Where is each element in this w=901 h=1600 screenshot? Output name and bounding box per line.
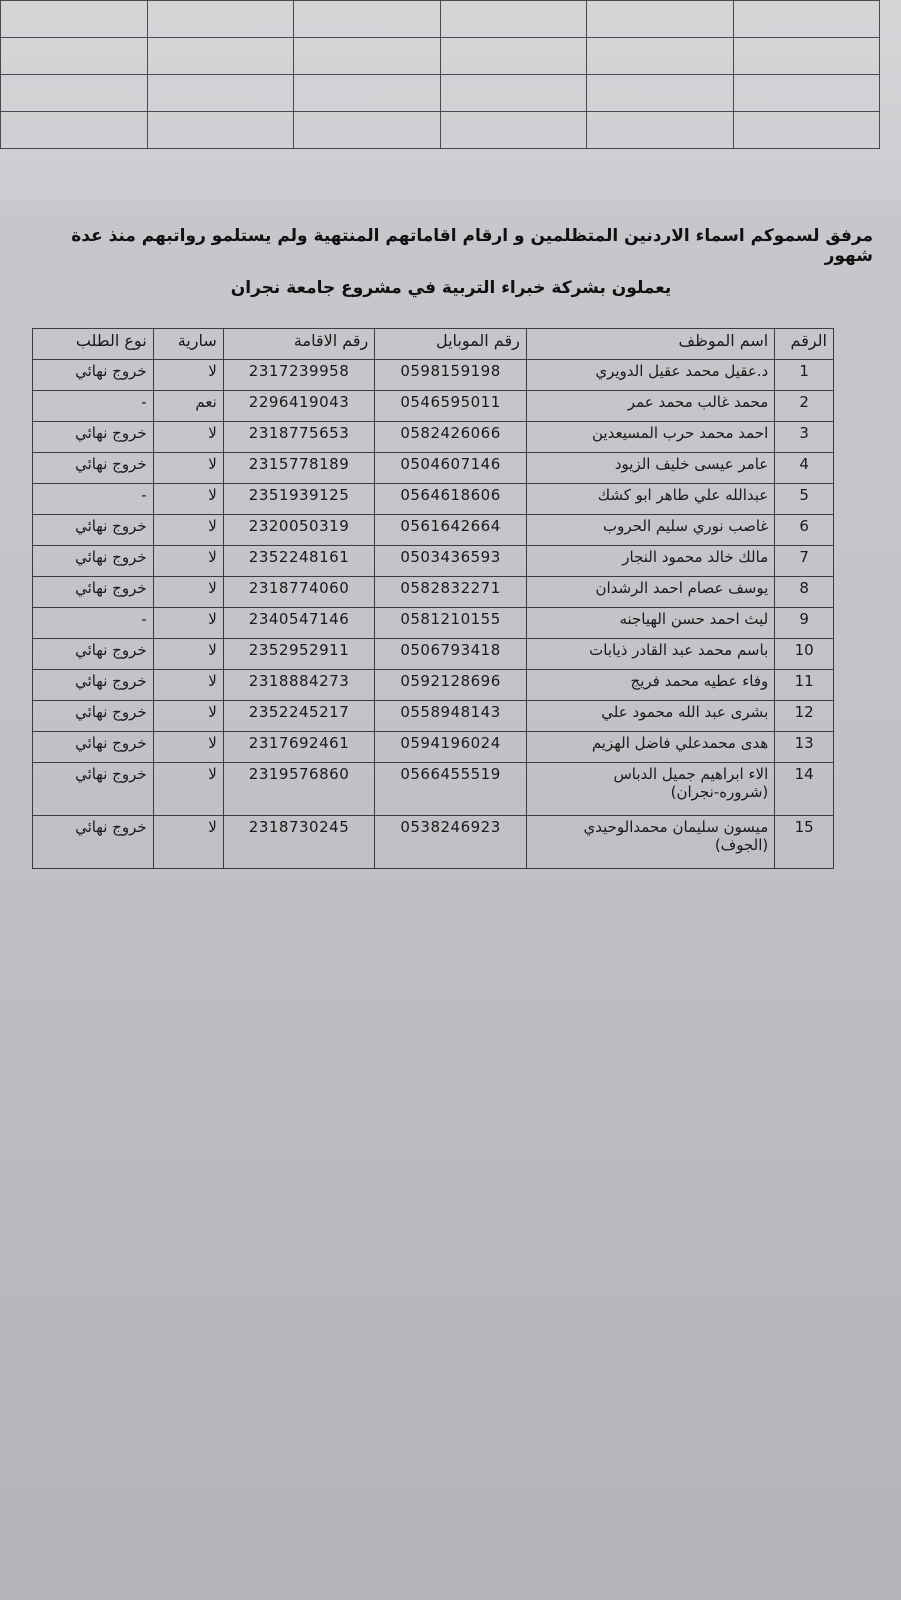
cell-num: 4 bbox=[775, 453, 834, 484]
cell-name bbox=[526, 453, 774, 484]
cell-mobile: 0592128696 bbox=[375, 670, 527, 701]
employee-name: غاصب نوري سليم الحروب bbox=[603, 517, 769, 535]
table-row bbox=[33, 732, 834, 763]
cell-request-type: خروج نهائي bbox=[33, 360, 154, 391]
table-row bbox=[33, 422, 834, 453]
cell-num: 2 bbox=[775, 391, 834, 422]
cell-iqama: 2317692461 bbox=[223, 732, 375, 763]
table-row bbox=[33, 546, 834, 577]
cell-name bbox=[526, 608, 774, 639]
cell-num: 9 bbox=[775, 608, 834, 639]
header-valid: سارية bbox=[153, 329, 223, 360]
cell-name bbox=[526, 763, 774, 816]
cell-mobile: 0566455519 bbox=[375, 763, 527, 816]
table-row bbox=[33, 577, 834, 608]
table-row bbox=[33, 360, 834, 391]
cell-iqama: 2320050319 bbox=[223, 515, 375, 546]
cell-name bbox=[526, 546, 774, 577]
cell-iqama: 2318884273 bbox=[223, 670, 375, 701]
header-name: اسم الموظف bbox=[526, 329, 774, 360]
cell-num: 15 bbox=[775, 816, 834, 869]
employee-name: عبدالله علي طاهر ابو كشك bbox=[597, 486, 769, 504]
cell-mobile: 0582832271 bbox=[375, 577, 527, 608]
cell-name bbox=[526, 816, 774, 869]
employee-name: الاء ابراهيم جميل الدباس bbox=[613, 765, 769, 783]
cell-mobile: 0561642664 bbox=[375, 515, 527, 546]
cell-num: 11 bbox=[775, 670, 834, 701]
table-row bbox=[33, 453, 834, 484]
cell-mobile: 0546595011 bbox=[375, 391, 527, 422]
cell-valid: لا bbox=[153, 515, 223, 546]
cell-num: 10 bbox=[775, 639, 834, 670]
cell-iqama: 2340547146 bbox=[223, 608, 375, 639]
table-row bbox=[33, 515, 834, 546]
cell-valid: لا bbox=[153, 732, 223, 763]
employee-name: هدى محمدعلي فاضل الهزيم bbox=[591, 734, 769, 752]
employee-name: احمد محمد حرب المسيعدين bbox=[592, 424, 769, 442]
employee-location: (الجوف) bbox=[714, 836, 769, 854]
cell-request-type: خروج نهائي bbox=[33, 670, 154, 701]
cell-valid: لا bbox=[153, 546, 223, 577]
cell-valid: لا bbox=[153, 360, 223, 391]
table-row bbox=[33, 816, 834, 869]
cell-num: 7 bbox=[775, 546, 834, 577]
document-heading-line1: مرفق لسموكم اسماء الاردنين المتظلمين و ارقام اقاماتهم المنتهية ولم يستلمو رواتبهم منذ عدة شهور bbox=[71, 226, 873, 266]
cell-mobile: 0504607146 bbox=[375, 453, 527, 484]
cell-iqama: 2318775653 bbox=[223, 422, 375, 453]
cell-request-type: خروج نهائي bbox=[33, 701, 154, 732]
cell-mobile: 0594196024 bbox=[375, 732, 527, 763]
cell-num: 5 bbox=[775, 484, 834, 515]
cell-num: 8 bbox=[775, 577, 834, 608]
employee-name: باسم محمد عبد القادر ذيابات bbox=[589, 641, 769, 659]
cell-mobile: 0506793418 bbox=[375, 639, 527, 670]
table-row bbox=[33, 701, 834, 732]
cell-num: 1 bbox=[775, 360, 834, 391]
cell-name bbox=[526, 391, 774, 422]
cell-iqama: 2319576860 bbox=[223, 763, 375, 816]
cell-valid: لا bbox=[153, 763, 223, 816]
header-request-type: نوع الطلب bbox=[33, 329, 154, 360]
table-row bbox=[33, 391, 834, 422]
cell-valid: لا bbox=[153, 484, 223, 515]
cell-valid: لا bbox=[153, 701, 223, 732]
employee-name: بشرى عبد الله محمود علي bbox=[601, 703, 769, 721]
cell-request-type: - bbox=[33, 391, 154, 422]
cell-num: 13 bbox=[775, 732, 834, 763]
cell-valid: لا bbox=[153, 577, 223, 608]
employee-location: (شروره-نجران) bbox=[670, 783, 769, 801]
cell-valid: نعم bbox=[153, 391, 223, 422]
cell-request-type: خروج نهائي bbox=[33, 577, 154, 608]
cell-request-type: خروج نهائي bbox=[33, 732, 154, 763]
cell-request-type: خروج نهائي bbox=[33, 639, 154, 670]
table-row bbox=[33, 763, 834, 816]
table-row bbox=[33, 484, 834, 515]
cell-name bbox=[526, 484, 774, 515]
cell-request-type: خروج نهائي bbox=[33, 515, 154, 546]
cell-valid: لا bbox=[153, 608, 223, 639]
cell-num: 3 bbox=[775, 422, 834, 453]
employee-name: مالك خالد محمود النجار bbox=[622, 548, 769, 566]
cell-valid: لا bbox=[153, 816, 223, 869]
cell-name bbox=[526, 577, 774, 608]
header-mobile: رقم الموبايل bbox=[375, 329, 527, 360]
cell-num: 12 bbox=[775, 701, 834, 732]
cell-name bbox=[526, 515, 774, 546]
cell-iqama: 2352245217 bbox=[223, 701, 375, 732]
cell-iqama: 2315778189 bbox=[223, 453, 375, 484]
employee-name: د.عقيل محمد عقيل الدويري bbox=[595, 362, 769, 380]
table-row bbox=[33, 608, 834, 639]
employee-name: عامر عيسى خليف الزيود bbox=[614, 455, 769, 473]
document-heading-line2: يعملون بشركة خبراء التربية في مشروع جامعة نجران bbox=[230, 278, 672, 298]
table-header-row bbox=[33, 329, 834, 360]
cell-request-type: خروج نهائي bbox=[33, 422, 154, 453]
cell-valid: لا bbox=[153, 422, 223, 453]
cell-valid: لا bbox=[153, 670, 223, 701]
cell-request-type: خروج نهائي bbox=[33, 763, 154, 816]
cell-request-type: خروج نهائي bbox=[33, 453, 154, 484]
header-num: الرقم bbox=[775, 329, 834, 360]
cell-request-type: خروج نهائي bbox=[33, 546, 154, 577]
employee-name: محمد غالب محمد عمر bbox=[627, 393, 769, 411]
cell-iqama: 2352248161 bbox=[223, 546, 375, 577]
employee-name: وفاء عطيه محمد فريج bbox=[630, 672, 769, 690]
employee-name: ميسون سليمان محمدالوحيدي bbox=[583, 818, 769, 836]
cell-name bbox=[526, 732, 774, 763]
cell-mobile: 0503436593 bbox=[375, 546, 527, 577]
cell-iqama: 2317239958 bbox=[223, 360, 375, 391]
cell-iqama: 2318730245 bbox=[223, 816, 375, 869]
cell-name bbox=[526, 701, 774, 732]
cell-valid: لا bbox=[153, 453, 223, 484]
cell-name bbox=[526, 360, 774, 391]
cell-request-type: - bbox=[33, 608, 154, 639]
cell-iqama: 2296419043 bbox=[223, 391, 375, 422]
cell-valid: لا bbox=[153, 639, 223, 670]
cell-mobile: 0564618606 bbox=[375, 484, 527, 515]
previous-table-fragment bbox=[0, 0, 880, 149]
cell-mobile: 0558948143 bbox=[375, 701, 527, 732]
cell-mobile: 0538246923 bbox=[375, 816, 527, 869]
header-iqama: رقم الاقامة bbox=[223, 329, 375, 360]
cell-mobile: 0598159198 bbox=[375, 360, 527, 391]
cell-request-type: خروج نهائي bbox=[33, 816, 154, 869]
cell-name bbox=[526, 422, 774, 453]
employees-table bbox=[32, 328, 834, 869]
cell-num: 6 bbox=[775, 515, 834, 546]
employee-name: ليث احمد حسن الهياجنه bbox=[619, 610, 769, 628]
cell-request-type: - bbox=[33, 484, 154, 515]
cell-mobile: 0581210155 bbox=[375, 608, 527, 639]
cell-num: 14 bbox=[775, 763, 834, 816]
table-row bbox=[33, 670, 834, 701]
cell-name bbox=[526, 670, 774, 701]
cell-iqama: 2352952911 bbox=[223, 639, 375, 670]
table-row bbox=[33, 639, 834, 670]
cell-iqama: 2318774060 bbox=[223, 577, 375, 608]
cell-iqama: 2351939125 bbox=[223, 484, 375, 515]
cell-mobile: 0582426066 bbox=[375, 422, 527, 453]
cell-name bbox=[526, 639, 774, 670]
employee-name: يوسف عصام احمد الرشدان bbox=[595, 579, 769, 597]
